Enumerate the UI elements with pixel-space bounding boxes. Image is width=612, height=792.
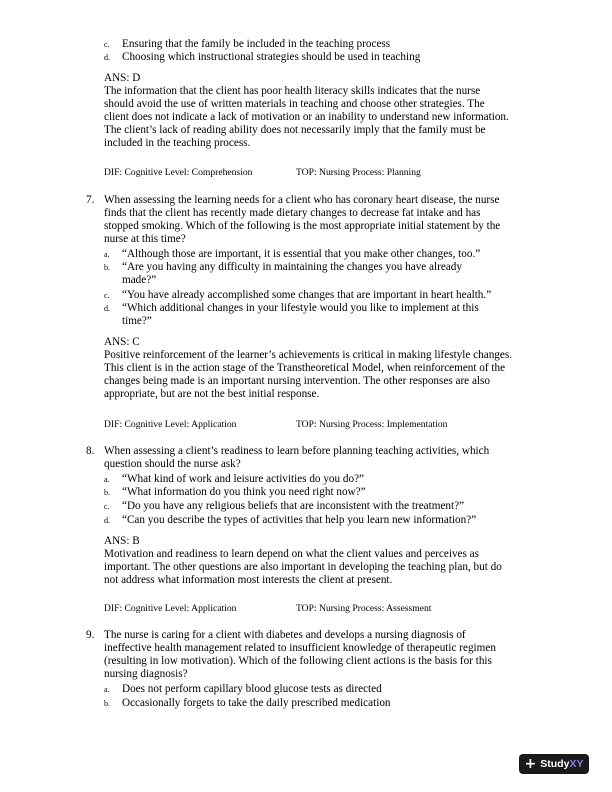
q9-option-letter: b. <box>104 699 110 708</box>
q8-difficulty: DIF: Cognitive Level: Application <box>104 603 237 614</box>
q7-rationale-line: changes being made is an important nursing intervention. The other responses are also <box>104 375 490 387</box>
q7-option-letter: c. <box>104 291 110 300</box>
q7-option-text: “You have already accomplished some changes that are important in heart health.” <box>122 289 492 301</box>
q7-option-text: made?” <box>122 274 157 286</box>
q6-topic: TOP: Nursing Process: Planning <box>296 167 421 178</box>
q6-rationale-line: client does not indicate a lack of motivation or an inability to understand new information. <box>104 111 509 123</box>
q8-option-letter: d. <box>104 516 110 525</box>
q6-option-letter: c. <box>104 40 110 49</box>
q9-option-letter: a. <box>104 685 110 694</box>
q7-topic: TOP: Nursing Process: Implementation <box>296 419 448 430</box>
plus-logo-icon: + <box>524 756 537 772</box>
q7-option-letter: a. <box>104 250 110 259</box>
q9-option-text: Occasionally forgets to take the daily prescribed medication <box>122 697 391 709</box>
q7-option-letter: d. <box>104 304 110 313</box>
q8-stem-line: question should the nurse ask? <box>104 458 241 470</box>
q9-stem-line: The nurse is caring for a client with diabetes and develops a nursing diagnosis of <box>104 629 466 641</box>
q8-option-text: “What kind of work and leisure activities do you do?” <box>122 473 365 485</box>
q6-option-text: Choosing which instructional strategies should be used in teaching <box>122 51 421 63</box>
q7-difficulty: DIF: Cognitive Level: Application <box>104 419 237 430</box>
q8-rationale-line: important. The other questions are also important in developing the teaching plan, but do <box>104 561 502 573</box>
q7-stem-line: stopped smoking. Which of the following is the most appropriate initial statement by the <box>104 220 501 232</box>
q6-answer: ANS: D <box>104 72 141 84</box>
q8-option-text: “What information do you think you need right now?” <box>122 486 366 498</box>
q7-stem-line: nurse at this time? <box>104 233 186 245</box>
q8-option-letter: a. <box>104 475 110 484</box>
q6-rationale-line: The information that the client has poor health literacy skills indicates that the nurse <box>104 85 481 97</box>
q8-option-letter: b. <box>104 488 110 497</box>
q7-rationale-line: This client is in the action stage of the Transtheoretical Model, when reinforcement of the <box>104 362 506 374</box>
q8-stem-line: When assessing a client’s readiness to learn before planning teaching activities, which <box>104 445 490 457</box>
q7-option-text: “Are you having any difficulty in maintaining the changes you have already <box>122 261 462 273</box>
q7-answer: ANS: C <box>104 336 140 348</box>
q8-rationale-line: not address what information most interests the client at present. <box>104 574 393 586</box>
q7-rationale-line: Positive reinforcement of the learner’s achievements is critical in making lifestyle changes. <box>104 349 512 361</box>
q8-option-letter: c. <box>104 502 110 511</box>
q6-option-text: Ensuring that the family be included in the teaching process <box>122 38 391 50</box>
studyxy-watermark-badge[interactable] <box>519 754 589 774</box>
q8-answer: ANS: B <box>104 535 140 547</box>
q6-option-letter: d. <box>104 53 110 62</box>
q7-number: 7. <box>86 194 95 206</box>
q7-option-text: “Which additional changes in your lifestyle would you like to implement at this <box>122 302 479 314</box>
q7-stem-line: finds that the client has recently made dietary changes to decrease fat intake and has <box>104 207 481 219</box>
q7-option-text: “Although those are important, it is essential that you make other changes, too.” <box>122 248 481 260</box>
q8-rationale-line: Motivation and readiness to learn depend on what the client values and perceives as <box>104 548 479 560</box>
q6-rationale-line: The client’s lack of reading ability does not necessarily imply that the family must be <box>104 124 486 136</box>
q7-option-text: time?” <box>122 315 152 327</box>
q8-option-text: “Do you have any religious beliefs that are inconsistent with the treatment?” <box>122 500 465 512</box>
studyxy-logo-text: StudyXY <box>540 758 584 770</box>
q9-stem-line: ineffective health management related to insufficient knowledge of therapeutic regimen <box>104 642 496 654</box>
q8-option-text: “Can you describe the types of activities that help you learn new information?” <box>122 514 477 526</box>
q7-stem-line: When assessing the learning needs for a client who has coronary heart disease, the nurse <box>104 194 500 206</box>
q8-number: 8. <box>86 445 95 457</box>
q6-rationale-line: included in the teaching process. <box>104 137 251 149</box>
q9-number: 9. <box>86 629 95 641</box>
q9-stem-line: nursing diagnosis? <box>104 668 188 680</box>
q9-option-text: Does not perform capillary blood glucose tests as directed <box>122 683 382 695</box>
q6-rationale-line: should avoid the use of written materials in teaching and choose other strategies. The <box>104 98 485 110</box>
q7-option-letter: b. <box>104 263 110 272</box>
q7-rationale-line: appropriate, but are not the best initial response. <box>104 388 320 400</box>
q9-stem-line: (resulting in low motivation). Which of the following client actions is the basis for this <box>104 655 492 667</box>
q6-difficulty: DIF: Cognitive Level: Comprehension <box>104 167 253 178</box>
q8-topic: TOP: Nursing Process: Assessment <box>296 603 432 614</box>
